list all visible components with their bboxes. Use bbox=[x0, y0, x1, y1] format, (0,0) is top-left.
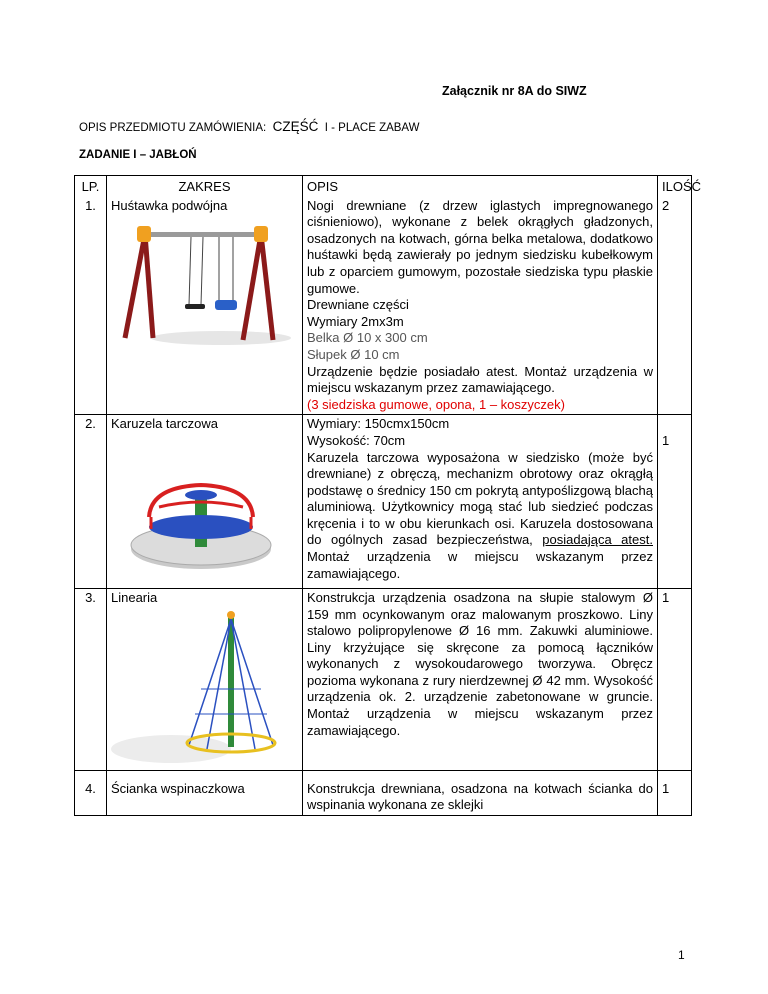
row-name-cell bbox=[107, 588, 303, 770]
row-number: 1. bbox=[75, 197, 107, 415]
row-quantity: 1 bbox=[658, 415, 692, 589]
header-ilosc: ILOŚĆ bbox=[658, 176, 692, 197]
table-row bbox=[75, 415, 692, 589]
description-main: Konstrukcja drewniana, osadzona na kotwach ścianka do wspinania wykonana ze sklejki bbox=[307, 780, 653, 813]
table-row bbox=[75, 197, 692, 415]
description-line: Wymiary 2mx3m bbox=[307, 313, 404, 329]
description-underlined: posiadająca atest. bbox=[542, 532, 653, 548]
row-name-cell bbox=[107, 415, 303, 589]
subject-label: OPIS PRZEDMIOTU ZAMÓWIENIA: bbox=[79, 122, 267, 134]
row-name: Ścianka wspinaczkowa bbox=[107, 770, 303, 815]
description-secondary: Urządzenie będzie posiadało atest. Montaż urządzenia w miejscu wskazanym przez zamawiającego. bbox=[307, 363, 653, 396]
description-main: Nogi drewniane (z drzew iglastych impregnowanego ciśnieniowo), wykonane z belek okrągłych gładzonych, osadzonych na kotwach, górna belka metalowa, dodatkowo huśtawki będą zawierały po jednym siedzisku kubełkowym lub z oparciem gumowym, pozostałe siedziska typu płaskie gumowe. bbox=[307, 197, 653, 296]
specification-table bbox=[74, 175, 702, 816]
row-description bbox=[303, 415, 658, 589]
description-main: Konstrukcja urządzenia osadzona na słupie stalowym Ø 159 mm ocynkowanym oraz malowanym proszkowo. Liny stalowo polipropylenowe Ø 16 mm. Zakuwki aluminiowe. Liny krzyżujące się skręcone za pomocą łączników wykonanych z wysokoudarowego tworzywa. Obręcz pozioma wykonana z rury nierdzewnej Ø 42 mm. Wysokość urządzenia ok. 2. urządzenie zabetonowane w gruncie. Montaż urządzenia w miejscu wskazanym przez zamawiającego. bbox=[307, 589, 653, 738]
row-description bbox=[303, 197, 658, 415]
annex-title: Załącznik nr 8A do SIWZ bbox=[442, 84, 587, 98]
row-quantity: 2 bbox=[658, 197, 692, 415]
row-quantity: 1 bbox=[658, 588, 692, 770]
table-row bbox=[75, 588, 692, 770]
row-number: 4. bbox=[75, 770, 107, 815]
header-lp: LP. bbox=[75, 176, 107, 197]
swing-illustration bbox=[111, 220, 291, 350]
header-zakres: ZAKRES bbox=[107, 176, 303, 197]
row-name: Huśtawka podwójna bbox=[111, 197, 228, 213]
table-header-row bbox=[75, 176, 692, 197]
subject-part: CZĘŚĆ bbox=[272, 119, 319, 134]
row-name: Linearia bbox=[111, 589, 158, 605]
header-opis: OPIS bbox=[303, 176, 658, 197]
description-text: Montaż urządzenia w miejscu wskazanym przez zamawiającego. bbox=[307, 549, 653, 581]
description-grey-line: Belka Ø 10 x 300 cm bbox=[307, 330, 428, 346]
row-name-cell bbox=[107, 197, 303, 415]
description-grey-line: Słupek Ø 10 cm bbox=[307, 346, 400, 362]
description-line: Wymiary: 150cmx150cm bbox=[307, 416, 450, 432]
red-note: (3 siedziska gumowe, opona, 1 – koszyczek) bbox=[307, 396, 565, 412]
row-name: Karuzela tarczowa bbox=[111, 416, 218, 432]
row-quantity: 1 bbox=[658, 770, 692, 815]
subject-line bbox=[79, 119, 420, 134]
carousel-illustration bbox=[111, 457, 291, 587]
description-text: Karuzela tarczowa wyposażona w siedzisko (może być drewniane) z obręczą, mechanizm obrotowy oraz okrągłą podstawę o średnicy 150 cm pokrytą antypoślizgową blachą aluminiową. Użytkownicy mogą stać lub siedzieć podczas kręcenia i to w obu kierunkach osi. Karuzela dostosowana do ogólnych zasad bezpieczeństwa, bbox=[307, 449, 653, 548]
row-description bbox=[303, 588, 658, 770]
task-title: ZADANIE I – JABŁOŃ bbox=[79, 149, 197, 161]
subject-rest: I - PLACE ZABAW bbox=[324, 122, 420, 134]
description-line: Wysokość: 70cm bbox=[307, 432, 406, 448]
table-row bbox=[75, 770, 692, 815]
page-number: 1 bbox=[678, 948, 685, 962]
description-main bbox=[307, 450, 653, 583]
rope-pyramid-illustration bbox=[111, 609, 291, 769]
row-description bbox=[303, 770, 658, 815]
description-line: Drewniane części bbox=[307, 297, 409, 313]
row-number: 2. bbox=[75, 415, 107, 589]
row-number: 3. bbox=[75, 588, 107, 770]
